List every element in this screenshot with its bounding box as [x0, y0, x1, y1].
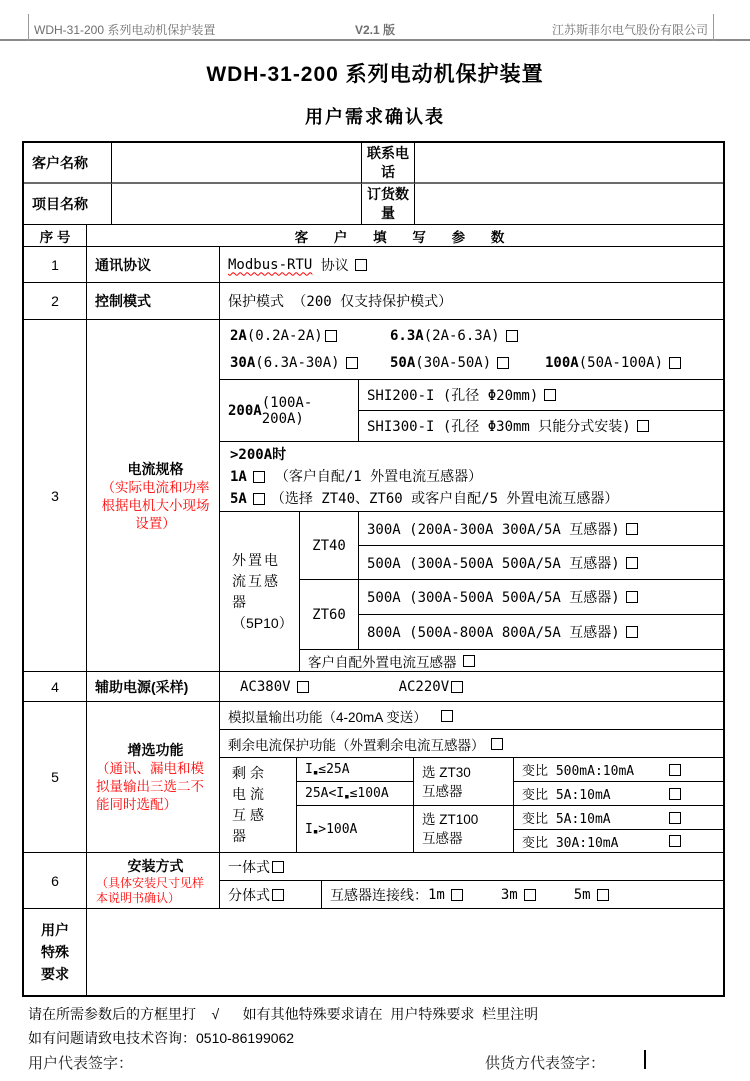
zt40-300a-checkbox[interactable] [626, 523, 638, 535]
gear-200a-range: (100A-200A) [261, 394, 313, 427]
zt100-pick-line1: 选 ZT100 [422, 812, 479, 827]
row-comm-protocol [24, 247, 723, 283]
gear-200a: 200A [228, 402, 262, 419]
cable-5m-checkbox[interactable] [597, 889, 609, 901]
page-header [0, 12, 750, 41]
row-3-number: 3 [24, 320, 87, 672]
residual-ct-section [220, 758, 723, 853]
optional-features-label-cell [87, 702, 220, 853]
aux-power-cell [220, 672, 723, 702]
row-install-mode [24, 853, 723, 909]
project-name-label: 项目名称 [24, 184, 112, 225]
current-spec-note: （实际电流和功率根据电机大小现场设置） [101, 479, 210, 531]
header-doc-name: WDH-31-200 系列电动机保护装置 [34, 23, 216, 37]
cable-3m-checkbox[interactable] [524, 889, 536, 901]
residual-ct-label: 剩余电流互感器 [232, 765, 268, 844]
zt40-label: ZT40 [300, 512, 359, 580]
cable-5m-option: 5m [573, 886, 591, 903]
ratio-5a-zt30-checkbox[interactable] [669, 788, 681, 800]
header-company: 江苏斯菲尔电气股份有限公司 [551, 23, 708, 37]
install-mode-note: （具体安装尺寸见样本说明书确认） [96, 875, 205, 905]
residual-protect-option: 剩余电流保护功能（外置剩余电流互感器） [228, 737, 485, 753]
project-row [24, 184, 723, 225]
gear-100a: 100A [545, 354, 579, 371]
comm-protocol-label: 通讯协议 [87, 247, 220, 283]
own-ct-cell [300, 650, 723, 672]
split-cell [220, 881, 322, 909]
cable-1m-checkbox[interactable] [451, 889, 463, 901]
option-5a-checkbox[interactable] [253, 493, 265, 505]
row-6-number: 6 [24, 853, 87, 909]
range-25-100-text: ≤100A [349, 786, 389, 801]
zt60-label: ZT60 [300, 580, 359, 650]
footer-note-check: 请在所需参数后的方框里打 √ 如有其他特殊要求请在 用户特殊要求 栏里注明 [28, 1006, 539, 1022]
params-column-header: 客 户 填 写 参 数 [87, 225, 723, 247]
integrated-checkbox[interactable] [272, 861, 284, 873]
over-200a-cell [220, 442, 723, 512]
gear-30a-range: (6.3A-30A) [255, 354, 340, 371]
ratio-500ma-option: 变比 500mA:10mA [522, 764, 635, 779]
gear-100a-range: (50A-100A) [578, 354, 664, 371]
current-spec-label-cell [87, 320, 220, 672]
range-le25-sub: ▪ [312, 767, 319, 778]
split-option: 分体式 [228, 886, 270, 903]
range-le25-text: ≤25A [318, 762, 350, 777]
ratio-col [514, 758, 723, 853]
install-mode-content [220, 853, 723, 909]
row-2-number: 2 [24, 283, 87, 320]
gear-2a-range: (0.2A-2A) [246, 327, 323, 344]
option-5a-desc: （选择 ZT40、ZT60 或客户自配/5 外置电流互感器） [270, 490, 619, 507]
zt60-500a-checkbox[interactable] [626, 591, 638, 603]
external-ct-options [300, 512, 723, 672]
user-signature-label: 用户代表签字： [28, 1056, 134, 1072]
comm-protocol-cell [220, 247, 723, 283]
gear-6a: 6.3A [390, 327, 424, 344]
row-control-mode [24, 283, 723, 320]
split-checkbox[interactable] [272, 889, 284, 901]
analog-output-cell [220, 702, 723, 730]
supplier-signature-label: 供货方代表签字： [485, 1056, 606, 1072]
gear-2a: 2A [230, 327, 247, 344]
zt60-group [300, 580, 723, 650]
gear-6a-checkbox[interactable] [506, 330, 518, 342]
header-version: V2.1 版 [354, 23, 396, 37]
zt60-800a-option: 800A (500A-800A 800A/5A 互感器) [367, 625, 620, 641]
zt30-pick-line1: 选 ZT30 [422, 764, 471, 780]
row-5-number: 5 [24, 702, 87, 853]
zt60-800a-checkbox[interactable] [626, 626, 638, 638]
optional-features-content [220, 702, 723, 853]
gear-2a-checkbox[interactable] [325, 330, 337, 342]
residual-protect-cell [220, 730, 723, 758]
gear-200a-section [220, 380, 723, 442]
residual-ct-label-cell [220, 758, 297, 853]
aux-power-label: 辅助电源(采样) [87, 672, 220, 702]
ac380v-option: AC380V [240, 678, 291, 695]
ac220v-checkbox[interactable] [451, 681, 463, 693]
page-title: WDH-31-200 系列电动机保护装置 [206, 63, 544, 86]
range-25-100-prefix: 25A<I [305, 786, 345, 801]
ac220v-option: AC220V [398, 678, 450, 695]
current-spec-content [220, 320, 723, 672]
split-row [220, 881, 723, 909]
optional-features-note: （通讯、漏电和模拟量输出三选二不能同时选配） [96, 761, 204, 812]
project-name-field[interactable] [112, 184, 362, 225]
range-25-100-sub: ▪ [344, 791, 350, 802]
control-mode-label: 控制模式 [87, 283, 220, 320]
shi300-cell [359, 411, 723, 442]
zt40-300a-option: 300A (200A-300A 300A/5A 互感器) [367, 521, 620, 538]
columns-header-row [24, 225, 723, 247]
range-gt100-text: >100A [318, 821, 358, 837]
row-aux-power [24, 672, 723, 702]
range-gt100-sub: ▪ [312, 827, 319, 837]
zt100-pick-cell [414, 806, 514, 853]
zt30-pick-line2: 互感器 [422, 783, 463, 799]
option-1a-checkbox[interactable] [253, 471, 265, 483]
zt-pick-col [414, 758, 514, 853]
contact-phone-label: 联系电话 [362, 143, 415, 184]
order-form-table [22, 141, 725, 997]
ratio-5a-zt30-option: 变比 5A:10mA [522, 788, 611, 803]
option-5a: 5A [230, 490, 247, 507]
order-qty-field[interactable] [415, 184, 723, 225]
special-req-field[interactable] [87, 909, 723, 995]
residual-ranges [297, 758, 414, 853]
zt40-group [300, 512, 723, 580]
modbus-checkbox[interactable] [355, 259, 367, 271]
option-1a: 1A [230, 468, 247, 485]
optional-features-label: 增选功能 [127, 742, 184, 758]
contact-phone-field[interactable] [415, 143, 723, 184]
gear-100a-checkbox[interactable] [669, 357, 681, 369]
option-1a-desc: （客户自配/1 外置电流互感器） [274, 468, 483, 485]
ratio-30a-option: 变比 30A:10mA [522, 835, 619, 851]
ratio-5a-zt100-checkbox[interactable] [669, 812, 681, 824]
analog-output-option: 模拟量输出功能（4-20mA 变送） [228, 709, 427, 725]
gear-50a: 50A [390, 354, 416, 371]
ratio-5a-zt100-option: 变比 5A:10mA [522, 812, 611, 827]
external-ct-section [220, 512, 723, 672]
customer-name-label: 客户名称 [24, 143, 112, 184]
gear-30a-checkbox[interactable] [346, 357, 358, 369]
shi200-checkbox[interactable] [544, 389, 556, 401]
gear-6a-range: (2A-6.3A) [423, 327, 500, 344]
range-gt100-prefix: I [305, 821, 313, 837]
shi300-option: SHI300-I (孔径 Φ30mm 只能分式安装) [367, 419, 631, 435]
shi300-checkbox[interactable] [637, 420, 649, 432]
ratio-500ma-checkbox[interactable] [669, 764, 681, 776]
cable-cell [322, 881, 723, 909]
row-4-number: 4 [24, 672, 87, 702]
gear-50a-checkbox[interactable] [497, 357, 509, 369]
cable-1m-option: 1m [428, 886, 445, 903]
special-req-label: 用户特殊要求 [24, 909, 87, 995]
integrated-option: 一体式 [228, 858, 270, 875]
current-spec-label: 电流规格 [127, 460, 184, 477]
residual-protect-checkbox[interactable] [491, 738, 503, 750]
install-mode-label-cell [87, 853, 220, 909]
external-ct-class: （5P10） [232, 614, 293, 631]
customer-name-field[interactable] [112, 143, 362, 184]
gear-200a-cell [220, 380, 359, 442]
external-ct-label-cell [220, 512, 300, 672]
install-mode-label: 安装方式 [127, 857, 184, 874]
zt100-pick-line2: 互感器 [422, 831, 463, 846]
zt40-500a-option: 500A (300A-500A 500A/5A 互感器) [367, 555, 620, 572]
ac380v-checkbox[interactable] [297, 681, 309, 693]
zt40-500a-checkbox[interactable] [626, 557, 638, 569]
customer-row [24, 143, 723, 184]
row-1-number: 1 [24, 247, 87, 283]
gear-30a: 30A [230, 354, 256, 371]
seq-column-header: 序 号 [24, 225, 87, 247]
text-cursor [644, 1050, 646, 1069]
range-le25-prefix: I [305, 762, 313, 777]
cable-3m-option: 3m [500, 886, 518, 903]
page-subtitle: 用户需求确认表 [305, 107, 445, 127]
gear-select-cell [220, 320, 723, 380]
row-optional-features [24, 702, 723, 853]
order-qty-label: 订货数量 [362, 184, 415, 225]
analog-output-checkbox[interactable] [441, 710, 453, 722]
shi200-option: SHI200-I (孔径 Φ20mm) [367, 388, 539, 404]
modbus-text: Modbus-RTU [228, 256, 313, 273]
integrated-cell [220, 853, 723, 881]
ratio-30a-checkbox[interactable] [669, 835, 681, 847]
own-ct-option: 客户自配外置电流互感器 [308, 654, 457, 670]
shi-options [359, 380, 723, 442]
footer-note-phone: 如有问题请致电技术咨询：0510-86199062 [28, 1030, 295, 1046]
control-mode-cell: 保护模式 （200 仅支持保护模式） [220, 283, 723, 320]
special-req-row [24, 909, 723, 995]
over-200a-heading: >200A时 [230, 446, 287, 463]
row-current-spec [24, 320, 723, 672]
modbus-suffix: 协议 [320, 257, 349, 274]
cable-label: 互感器连接线： [330, 886, 428, 903]
own-ct-checkbox[interactable] [463, 655, 475, 667]
zt60-500a-option: 500A (300A-500A 500A/5A 互感器) [367, 590, 620, 606]
shi200-cell [359, 380, 723, 411]
external-ct-label: 外置电流互感器 [232, 551, 280, 610]
gear-50a-range: (30A-50A) [415, 354, 492, 371]
zt30-pick-cell [414, 758, 514, 806]
